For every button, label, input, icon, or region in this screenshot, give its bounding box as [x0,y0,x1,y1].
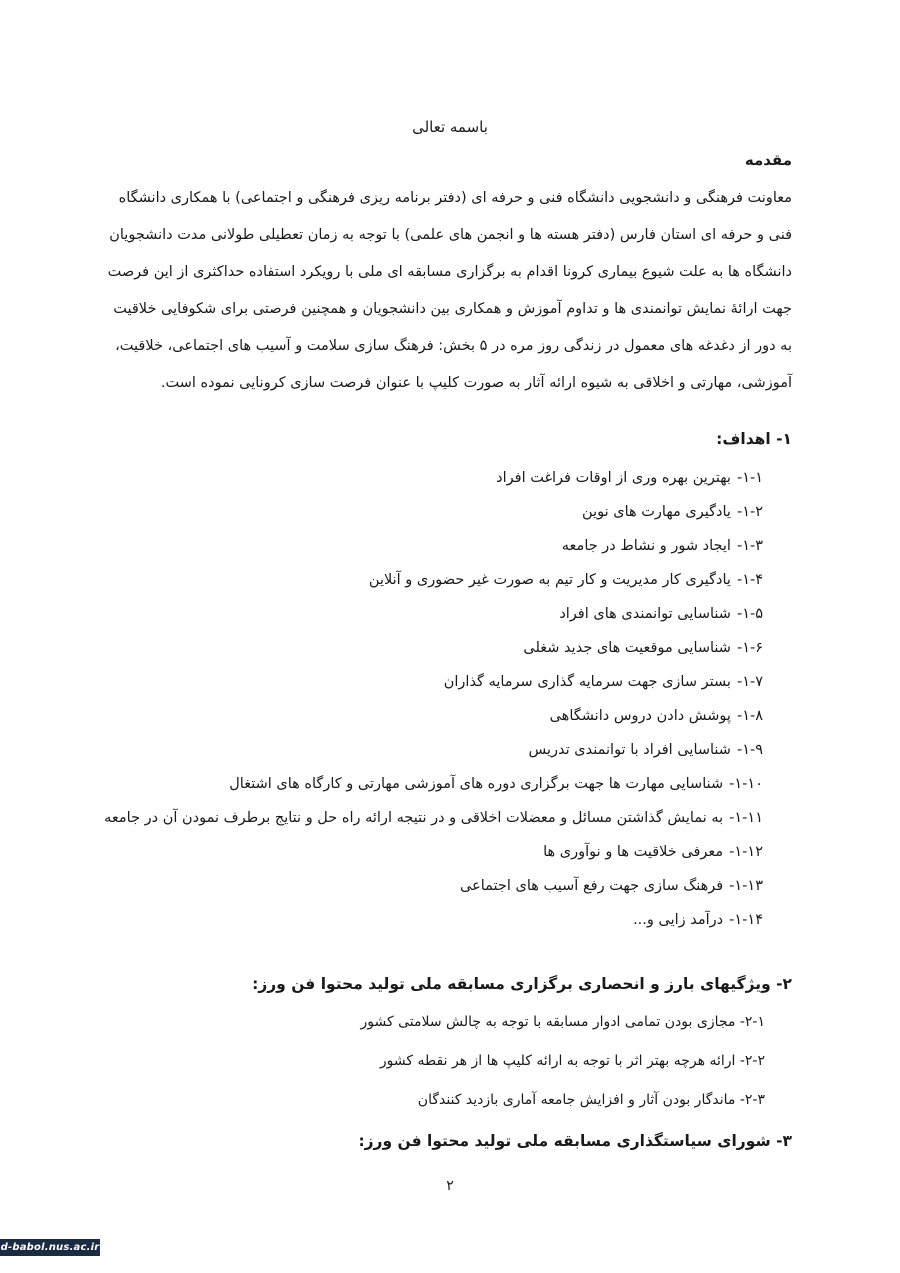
item-text: یادگیری کار مدیریت و کار تیم به صورت غیر حضوری و آنلاین [368,572,731,588]
intro-line: دانشگاه ها به علت شیوع بیماری کرونا اقدام به برگزاری مسابقه ای ملی با رویکرد استفاده حداکثری از این فرصت [107,264,792,280]
item-text: شناسایی مهارت ها جهت برگزاری دوره های آموزشی مهارتی و کارگاه های اشتغال [229,776,724,792]
item-number: ۱-۱- [736,470,763,486]
item-number: ۱-۷- [736,674,763,690]
list-item [105,1081,765,1120]
item-text: به نمایش گذاشتن مسائل و معضلات اخلاقی و در نتیجه ارائه راه حل و نتایج برطرف نمودن آن در جامعه [104,810,724,826]
item-number: ۱-۲- [736,504,763,520]
item-number: ۱-۸- [736,708,763,724]
list-item [103,597,763,631]
list-item [103,699,763,733]
list-item [103,801,763,835]
item-text: ماندگار بودن آثار و افزایش جامعه آماری بازدید کنندگان [417,1092,736,1108]
item-number: ۲-۳- [739,1092,765,1108]
item-number: ۱-۹- [736,742,763,758]
list-item [103,903,763,937]
item-number: ۱-۱۴- [729,912,763,928]
list-item [103,495,763,529]
section1-heading: ۱- اهداف: [716,430,792,448]
item-number: ۱-۶- [736,640,763,656]
item-text: معرفی خلاقیت ها و نوآوری ها [543,844,724,860]
item-number: ۱-۵- [736,606,763,622]
intro-line: معاونت فرهنگی و دانشجویی دانشگاه فنی و حرفه ای (دفتر برنامه ریزی فرهنگی و اجتماعی) با همکاری دانشگاه [118,190,792,206]
item-number: ۱-۱۲- [729,844,763,860]
item-text: فرهنگ سازی جهت رفع آسیب های اجتماعی [460,878,724,894]
page-number: ۲ [446,1178,454,1194]
intro-heading: مقدمه [744,151,792,169]
list-item [103,835,763,869]
header-title: باسمه تعالی [412,118,488,136]
list-item [105,1003,765,1042]
site-watermark: d-babol.nus.ac.ir [0,1239,100,1256]
item-text: بستر سازی جهت سرمایه گذاری سرمایه گذاران [443,674,731,690]
list-item [103,529,763,563]
features-list [105,1003,765,1120]
item-number: ۱-۴- [736,572,763,588]
list-item [105,1042,765,1081]
section2-heading: ۲- ویژگیهای بارز و انحصاری برگزاری مسابقه ملی تولید محتوا فن ورز: [252,975,792,993]
item-text: ایجاد شور و نشاط در جامعه [561,538,731,554]
item-text: شناسایی افراد با توانمندی تدریس [528,742,731,758]
item-text: یادگیری مهارت های نوین [582,504,731,520]
intro-line: جهت ارائهٔ نمایش توانمندی ها و تداوم آموزش و همکاری بین دانشجویان و همچنین فرصتی برای شکوفایی خلاقیت [113,301,792,317]
intro-line: به دور از دغدغه های معمول در زندگی روز مره در ۵ بخش: فرهنگ سازی سلامت و آسیب های اجتماعی، خلاقیت، [115,338,792,354]
list-item [103,631,763,665]
goals-list [103,461,763,937]
item-text: بهترین بهره وری از اوقات فراغت افراد [496,470,731,486]
item-text: شناسایی توانمندی های افراد [559,606,731,622]
intro-line: آموزشی، مهارتی و اخلاقی به شیوه ارائه آثار به صورت کلیپ با عنوان فرصت سازی کرونایی نموده است. [160,375,792,391]
item-text: شناسایی موقعیت های جدید شغلی [523,640,731,656]
list-item [103,563,763,597]
list-item [103,461,763,495]
item-text: مجازی بودن تمامی ادوار مسابقه با توجه به چالش سلامتی کشور [360,1014,736,1030]
item-number: ۱-۱۱- [729,810,763,826]
item-number: ۱-۱۳- [729,878,763,894]
list-item [103,767,763,801]
item-text: ارائه هرچه بهتر اثر با توجه به ارائه کلیپ ها از هر نقطه کشور [379,1053,736,1069]
intro-paragraph [104,180,792,402]
section3-heading: ۳- شورای سیاستگذاری مسابقه ملی تولید محتوا فن ورز: [358,1132,792,1150]
item-number: ۲-۱- [739,1014,765,1030]
intro-line: فنی و حرفه ای استان فارس (دفتر هسته ها و انجمن های علمی) با توجه به زمان تعطیلی طولانی مدت دانشجویان [109,227,792,243]
item-text: پوشش دادن دروس دانشگاهی [549,708,731,724]
item-number: ۲-۲- [739,1053,765,1069]
list-item [103,733,763,767]
item-number: ۱-۳- [736,538,763,554]
item-number: ۱-۱۰- [729,776,763,792]
list-item [103,869,763,903]
list-item [103,665,763,699]
item-text: درآمد زایی و... [633,912,724,928]
